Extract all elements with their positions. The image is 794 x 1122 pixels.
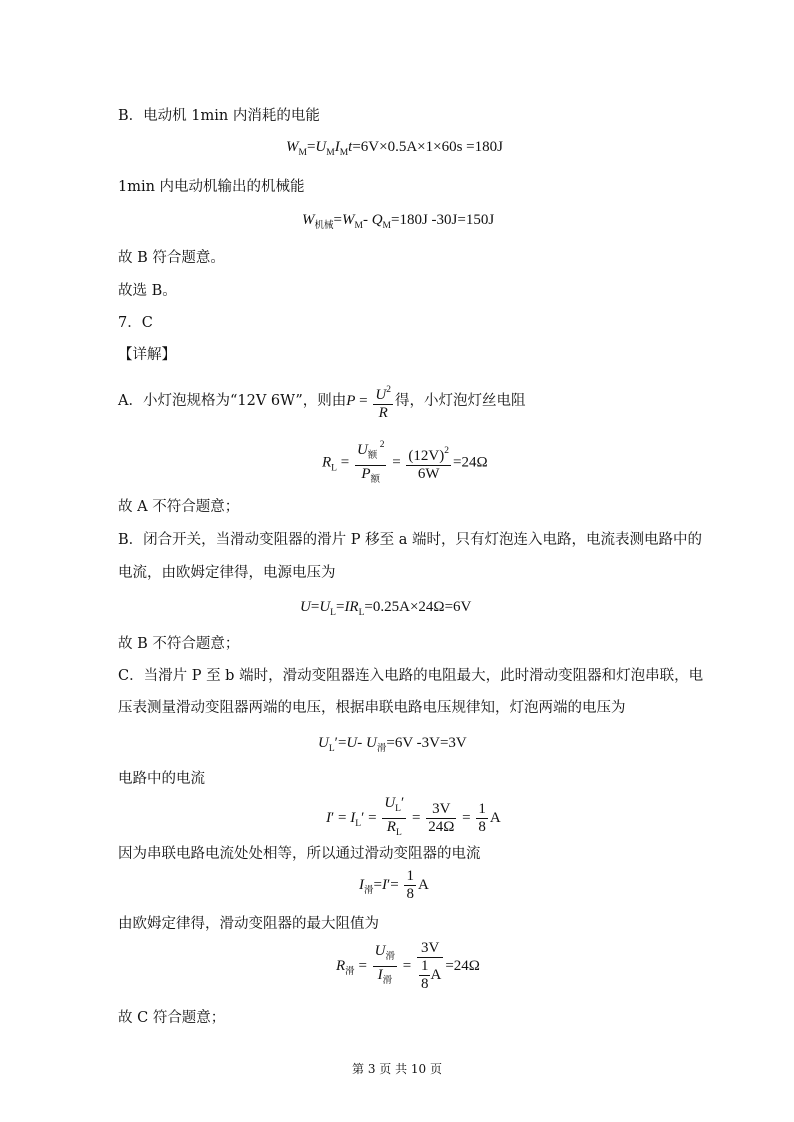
detail-heading: 【详解】 [118, 347, 176, 363]
paragraph-b2-no: 故 B 不符合题意； [118, 636, 240, 652]
paragraph-b-ok: 故 B 符合题意。 [118, 250, 225, 266]
equation-i-fraction-num: 1 [478, 801, 486, 817]
paragraph-a-post: 得，小灯泡灯丝电阻 [394, 393, 526, 409]
equation-u-rhs: =0.25A×24Ω=6V [364, 599, 472, 615]
paragraph-b2-line2: 电流，由欧姆定律得，电源电压为 [118, 565, 336, 581]
equation-ih-num: 1 [406, 868, 414, 884]
equation-rl-denominator: 6W [417, 466, 440, 482]
paragraph-c-ohm: 由欧姆定律得，滑动变阻器的最大阻值为 [118, 916, 379, 932]
equation-i-num: 3V [426, 801, 456, 819]
paragraph-b-title: B．电动机 1min 内消耗的电能 [118, 108, 320, 124]
equation-wm-rhs: =6V×0.5A×1×60s =180J [352, 139, 503, 155]
equation-rl-result: =24Ω [452, 454, 488, 471]
equation-i-fraction-den: 8 [478, 819, 486, 835]
equation-ul: $U_L'=U-$ $U_滑=6V$ -3V=3V [318, 735, 467, 754]
equation-wmech-rhs: =180J -30J=150J [390, 212, 495, 228]
equation-rl: $R_L$ = $\frac{U_额 ^2}{P_额}$ = $\frac{(12V)^2}{6W}$ =24Ω [322, 437, 488, 489]
equation-ih-den: 8 [406, 886, 414, 902]
equation-r-inner-den: 8 [420, 976, 429, 992]
page-footer: 第 3 页 共 10 页 [352, 1062, 442, 1076]
equation-i-den: 24Ω [428, 819, 455, 835]
paragraph-b2-line1: B．闭合开关，当滑动变阻器的滑片 P 移至 a 端时，只有灯泡连入电路，电流表测电路中的 [118, 532, 702, 548]
equation-rl-numerator: (12V) [408, 448, 445, 464]
equation-i: $I' = I_L'$ = $\frac{U_L'}{R_L}$ = $\frac{3V}{24\Omega}$ = $\frac{1}{8}$ A [326, 795, 501, 838]
paragraph-a: A．小灯泡规格为“12V 6W”，则由P = $\frac{U^2}{R}$ 得，小灯泡灯丝电阻 [118, 381, 525, 422]
paragraph-c-series: 因为串联电路电流处处相等，所以通过滑动变阻器的电流 [118, 846, 481, 862]
equation-r-num: 3V [417, 940, 443, 958]
equation-u: $U=U_L=IR_L=0.25A\times 24\Omega=6V$ [300, 599, 472, 618]
paragraph-c-ok: 故 C 符合题意； [118, 1010, 226, 1026]
question-number: 7．C [118, 315, 153, 331]
paragraph-a-no: 故 A 不符合题意； [118, 499, 240, 515]
equation-ih: $I_滑=I'=$ $\frac{1}{8}$ A [359, 868, 429, 902]
equation-r-unit: A [430, 966, 442, 983]
paragraph-answer: 故选 B。 [118, 283, 177, 299]
equation-ul-rhs: =6V -3V=3V [386, 735, 467, 751]
equation-r-inner-num: 1 [420, 958, 429, 974]
equation-ih-unit: A [417, 876, 429, 893]
equation-wm: $W_M=U_MI_Mt=6V\times 0.5A\times 1\times 60s =180J$ [286, 139, 503, 158]
paragraph-c-line1: C．当滑片 P 至 b 端时，滑动变阻器连入电路的电阻最大，此时滑动变阻器和灯泡串联，电 [118, 668, 704, 684]
equation-r: $R_滑$ = $\frac{U_滑}{I_滑}$ = 3V $\frac{1}{8}$ A =24Ω [336, 940, 480, 992]
equation-i-unit: A [489, 809, 501, 826]
paragraph-mech-intro: 1min 内电动机输出的机械能 [118, 179, 305, 195]
equation-wmech: $W_{机械}=W_M-$ $Q_M=180J$ -30J=150J [302, 212, 495, 231]
paragraph-c-line2: 压表测量滑动变阻器两端的电压，根据串联电路电压规律知，灯泡两端的电压为 [118, 700, 626, 716]
paragraph-a-pre: A．小灯泡规格为“12V 6W”，则由 [118, 393, 347, 409]
equation-r-result: =24Ω [445, 957, 480, 974]
paragraph-c-current: 电路中的电流 [118, 771, 205, 787]
